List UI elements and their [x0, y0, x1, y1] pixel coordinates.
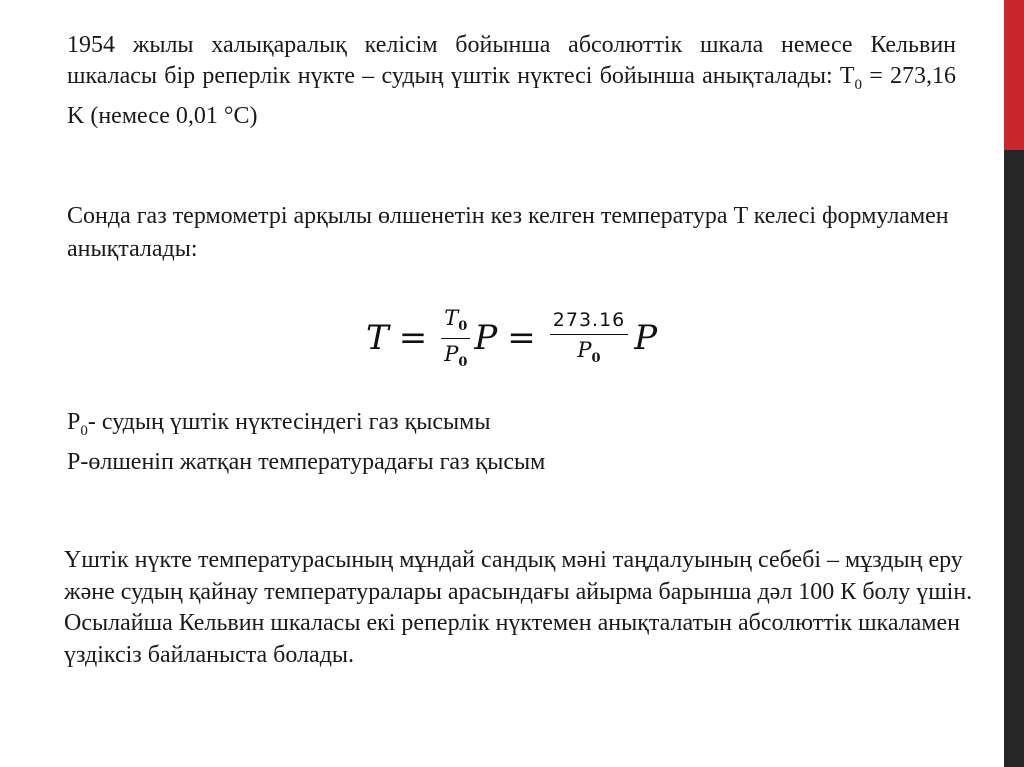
- explanation-line-1: Үштік нүкте температурасының мұндай сандық мәні таңдалуының себебі – мұздың еру және судың қайнау температуралары арасындағы айырма барынша дәл 100 К болу үшін.: [64, 547, 973, 605]
- formula-mid-variable: P: [474, 318, 498, 358]
- temperature-formula: [366, 298, 657, 378]
- intro-paragraph: 1954 жылы халықаралық келісім бойынша абсолюттік шкала немесе Кельвин шкаласы бір реперлік нүкте – судың үштік нүктесі бойынша анықталады: $T_0 = 273,16$ K (немесе 0,01 °C): [67, 32, 956, 129]
- definition-p0: $P_0-$ судың үштік нүктесіндегі газ қысымы: [67, 409, 491, 439]
- explanation-paragraph: [64, 545, 1004, 671]
- accent-bar-red: [1004, 0, 1024, 150]
- formula-intro-paragraph: Сонда газ термометрі арқылы өлшенетін кез келген температура T келесі формуламен анықталады:: [67, 203, 949, 262]
- formula-lhs: T: [366, 318, 389, 358]
- formula-equals-1: =: [398, 318, 428, 358]
- formula-fraction-1: $\frac{T_0}{P_0}$: [441, 306, 470, 369]
- formula-equals-2: =: [507, 318, 536, 358]
- explanation-line-2: Осылайша Кельвин шкаласы екі реперлік нүктемен анықталатын абсолюттік шкаламен үздіксіз байланыста болады.: [64, 610, 961, 668]
- variable-definitions: [67, 407, 767, 478]
- formula-rhs: P: [634, 318, 658, 358]
- accent-bar-dark: [1004, 150, 1024, 767]
- definition-p: P-өлшеніп жатқан температурадағы газ қысым: [67, 448, 546, 475]
- formula-fraction-2: $\frac{273.16}{P_0}$: [550, 309, 628, 366]
